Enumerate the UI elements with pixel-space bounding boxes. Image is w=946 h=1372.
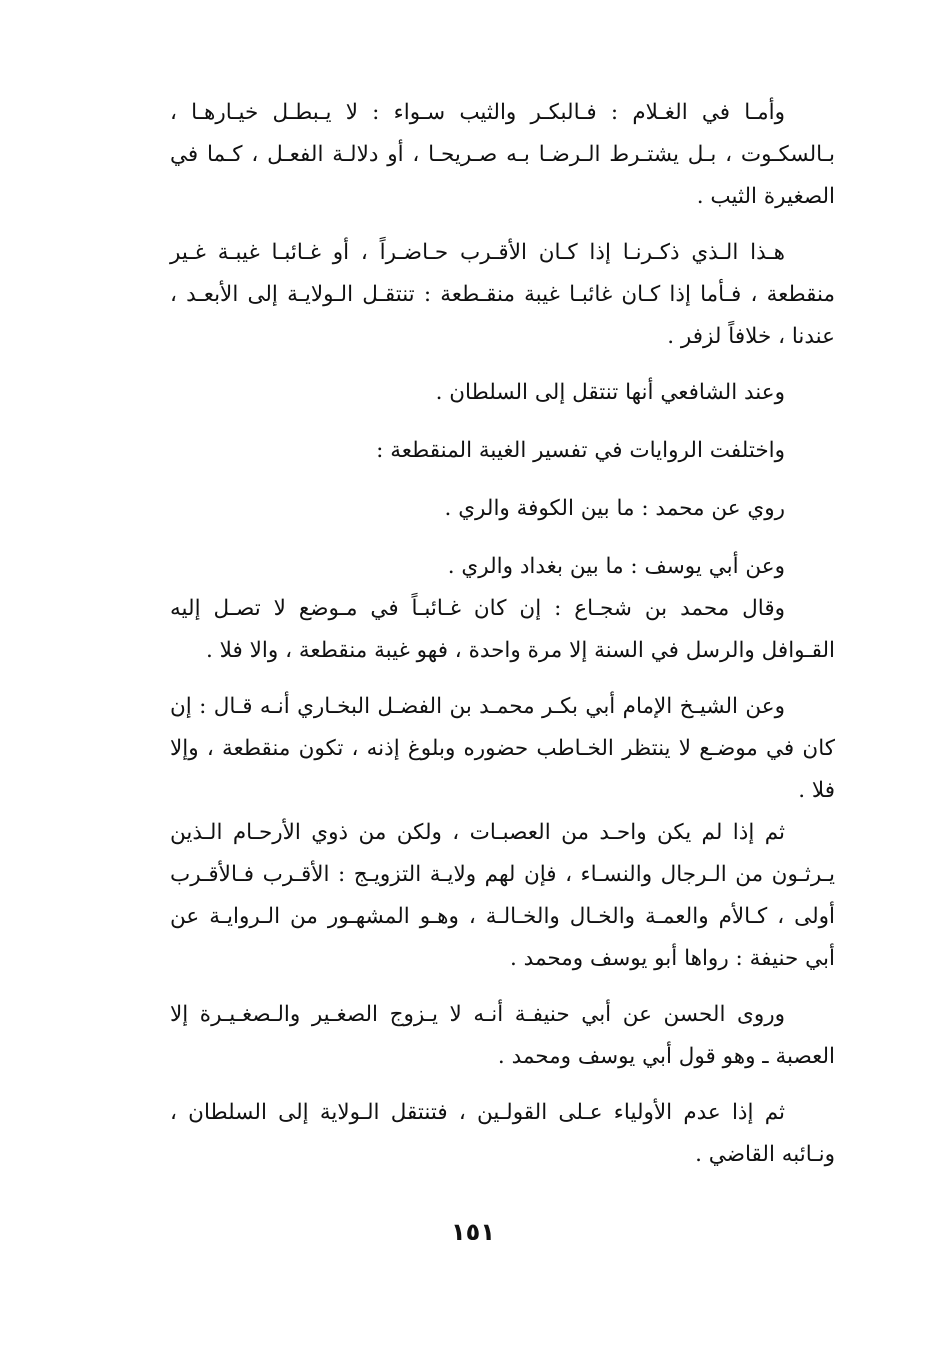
page-body — [170, 92, 835, 1176]
paragraph-3: وعند الشافعي أنها تنتقل إلى السلطان . — [435, 380, 785, 405]
page-number: ١٥١ — [451, 1218, 495, 1246]
paragraph-5: روي عن محمد : ما بين الكوفة والري . — [444, 496, 785, 521]
paragraph-1: وأمـا في الغـلام : فـالبكـر والثيب سـواء : لا يـبطـل خيـارهـا ، بـالسكـوت ، بـل يشتـرط الـرضـا بـه صـريحـا ، أو دلالـة الفعـل ، كـما في الصغيرة الثيب . — [170, 100, 835, 209]
paragraph-11: ثم إذا عدم الأولياء عـلى القولـين ، فتنتقل الـولاية إلى السلطان ، ونـائبه القاضي . — [170, 1100, 835, 1167]
paragraph-10: وروى الحسن عن أبي حنيفـة أنـه لا يـزوج الصغـير والـصغـيـرة إلا العصبة ـ وهو قول أبي يوسف ومحمد . — [170, 1002, 835, 1069]
paragraph-4: واختلفت الروايات في تفسير الغيبة المنقطعة : — [376, 438, 785, 463]
paragraph-7: وقال محمد بن شجـاع : إن كان غـائبـاً في مـوضع لا تصـل إليه القـوافل والرسل في السنة إلا مرة واحدة ، فهو غيبة منقطعة ، والا فلا . — [170, 596, 835, 663]
paragraph-8: وعن الشيـخ الإمام أبي بكـر محمـد بن الفضـل البخـاري أنـه قـال : إن كان في موضـع لا ينتظر الخـاطب حضوره وبلوغ إذنه ، تكون منقطعة ، وإلا فلا . — [170, 694, 835, 803]
paragraph-9: ثم إذا لم يكن واحـد من العصبـات ، ولكن من ذوي الأرحـام الـذين يـرثـون من الـرجال والنسـاء ، فإن لهم ولايـة التزويـج : الأقـرب فـالأقـرب أولى ، كـالأم والعمـة والخـال والخـالـة ، وهـو المشهـور من الـروايـة عن أبي حنيفة : رواها أبو يوسف ومحمد . — [170, 820, 835, 971]
paragraph-6: وعن أبي يوسف : ما بين بغداد والري . — [447, 554, 785, 579]
paragraph-2: هـذا الـذي ذكـرنـا إذا كـان الأقـرب حـاضـراً ، أو غـائبـا غيبـة غـير منقطعة ، فـأما إذا كـان غائبـا غيبة منقـطعة : تنتقـل الـولايـة إلى الأبعـد ، عندنا ، خلافاً لزفر . — [170, 240, 835, 349]
